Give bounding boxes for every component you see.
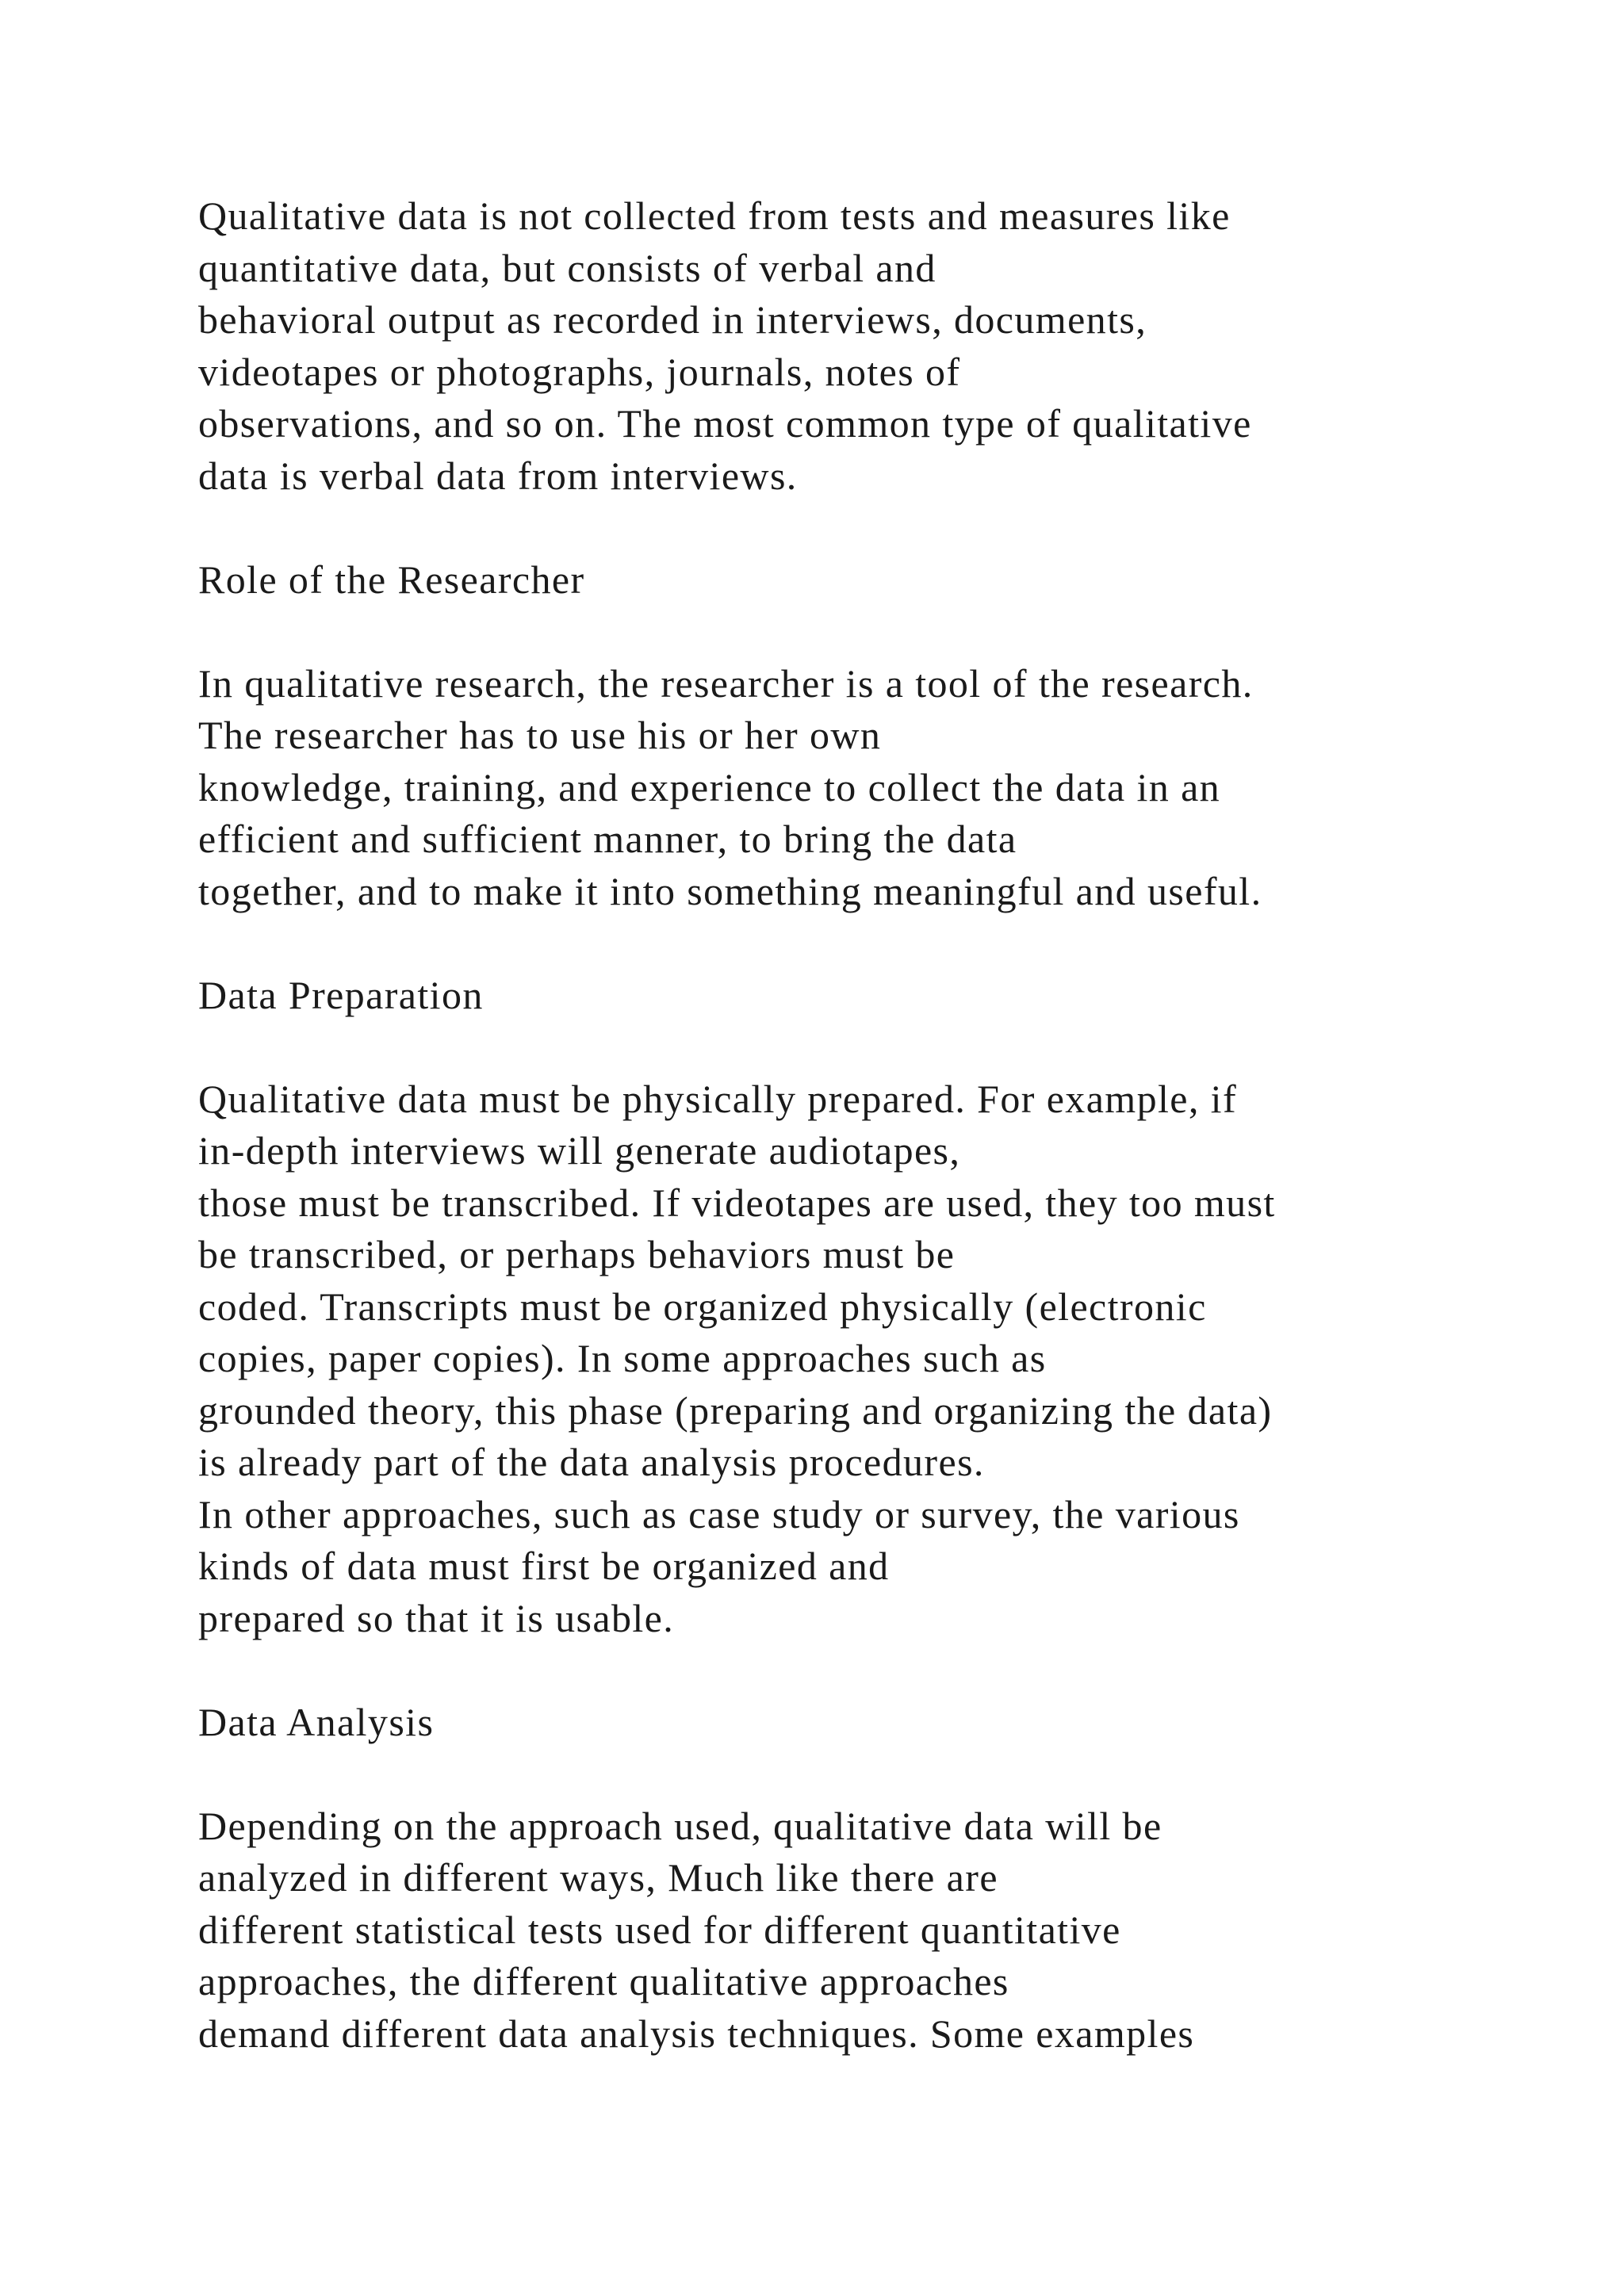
text-line: grounded theory, this phase (preparing and organizing the data) xyxy=(198,1387,1273,1433)
paragraph-role-of-researcher xyxy=(198,658,1562,918)
paragraph-gap xyxy=(198,917,1562,970)
text-line: kinds of data must first be organized and xyxy=(198,1544,890,1588)
text-line: In other approaches, such as case study or survey, the various xyxy=(198,1491,1240,1536)
text-line: knowledge, training, and experience to collect the data in an xyxy=(198,764,1221,809)
text-line: copies, paper copies). In some approaches such as xyxy=(198,1336,1047,1380)
text-line: Qualitative data must be physically prepared. For example, if xyxy=(198,1076,1238,1121)
text-line: observations, and so on. The most common type of qualitative xyxy=(198,401,1252,446)
paragraph-gap xyxy=(198,502,1562,554)
section-heading-data-preparation: Data Preparation xyxy=(198,972,484,1017)
section-heading-role-of-researcher: Role of the Researcher xyxy=(198,557,585,602)
text-line: analyzed in different ways, Much like there are xyxy=(198,1855,998,1900)
text-line: In qualitative research, the researcher is a tool of the research. xyxy=(198,660,1254,706)
paragraph-data-analysis xyxy=(198,1800,1562,2061)
text-line: efficient and sufficient manner, to bring the data xyxy=(198,817,1017,861)
text-line: Qualitative data is not collected from tests and measures like xyxy=(198,193,1231,238)
paragraph-gap xyxy=(198,1021,1562,1073)
text-line: prepared so that it is usable. xyxy=(198,1595,675,1640)
text-line: is already part of the data analysis procedures. xyxy=(198,1440,985,1484)
paragraph-gap xyxy=(198,606,1562,658)
text-line: behavioral output as recorded in interviews, documents, xyxy=(198,297,1147,342)
section-heading-data-analysis: Data Analysis xyxy=(198,1699,435,1744)
text-line: The researcher has to use his or her own xyxy=(198,713,882,757)
paragraph-gap xyxy=(198,1748,1562,1800)
text-line: together, and to make it into something meaningful and useful. xyxy=(198,868,1262,913)
paragraph-gap xyxy=(198,1644,1562,1697)
text-line: those must be transcribed. If videotapes are used, they too must xyxy=(198,1180,1276,1225)
text-line: different statistical tests used for different quantitative xyxy=(198,1907,1121,1952)
paragraph-intro xyxy=(198,190,1562,502)
paragraph-data-preparation xyxy=(198,1073,1562,1645)
text-line: in-depth interviews will generate audiotapes, xyxy=(198,1128,961,1173)
text-line: data is verbal data from interviews. xyxy=(198,453,798,498)
text-line: demand different data analysis techniques. Some examples xyxy=(198,2011,1195,2056)
text-line: be transcribed, or perhaps behaviors must be xyxy=(198,1232,956,1276)
text-line: coded. Transcripts must be organized physically (electronic xyxy=(198,1284,1207,1329)
text-line: approaches, the different qualitative approaches xyxy=(198,1959,1009,2003)
document-body xyxy=(198,190,1562,2060)
text-line: Depending on the approach used, qualitative data will be xyxy=(198,1803,1162,1848)
text-line: quantitative data, but consists of verbal and xyxy=(198,245,936,290)
text-line: videotapes or photographs, journals, notes of xyxy=(198,349,961,394)
